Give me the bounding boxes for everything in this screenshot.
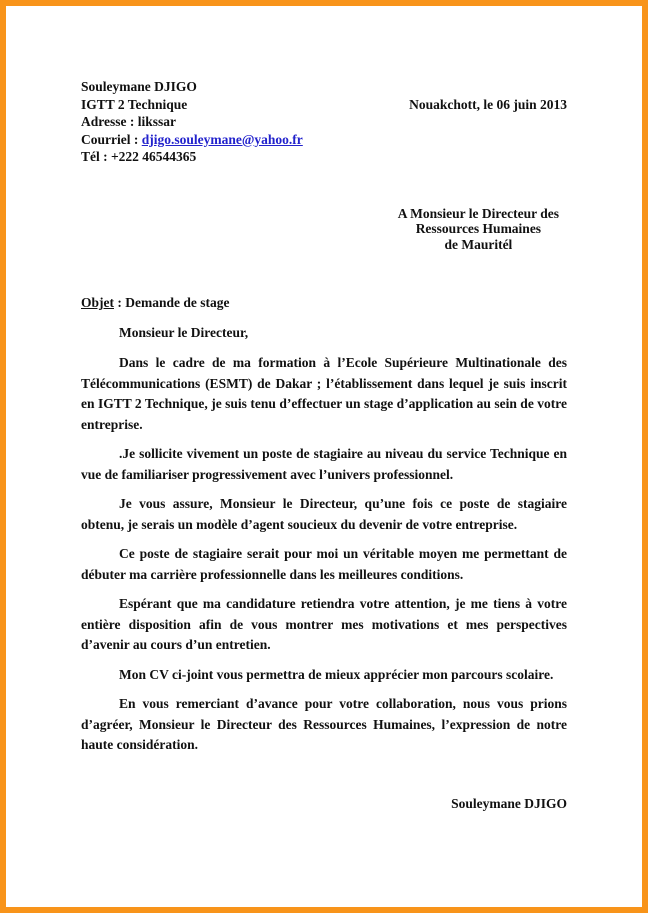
signature: Souleymane DJIGO	[451, 795, 567, 811]
recipient-line-2: Ressources Humaines	[415, 221, 542, 236]
paragraph: Dans le cadre de ma formation à l’Ecole Supérieure Multinationale des Télécommunications (ESMT) de Dakar ; l’établissement dans lequel je suis inscrit en IGTT 2 Technique, je suis tenu d’effectuer un stage d’application au sein de votre entreprise.	[81, 355, 567, 432]
recipient-block	[398, 206, 559, 253]
paragraph: Je vous assure, Monsieur le Directeur, qu’une fois ce poste de stagiaire obtenu, je serais un modèle d’agent soucieux du devenir de votre entreprise.	[81, 496, 567, 532]
sender-phone: Tél : +222 46544365	[81, 149, 197, 164]
email-link[interactable]: djigo.souleymane@yahoo.fr	[141, 131, 303, 147]
sender-block	[81, 78, 567, 166]
subject-label: Objet	[81, 295, 114, 310]
paragraph: Ce poste de stagiaire serait pour moi un véritable moyen me permettant de débuter ma carrière professionnelle dans les meilleures conditions.	[81, 546, 567, 582]
salutation: Monsieur le Directeur,	[119, 325, 249, 340]
subject-separator: :	[114, 295, 126, 310]
letter-body	[81, 353, 567, 756]
paragraph: Espérant que ma candidature retiendra votre attention, je me tiens à votre entière disposition afin de vous montrer mes motivations et mes perspectives d’avenir au cours d’un entretien.	[81, 596, 567, 652]
subject-value: Demande de stage	[125, 295, 230, 310]
paragraph: En vous remerciant d’avance pour votre collaboration, nous vous prions d’agréer, Monsieur le Directeur des Ressources Humaines, l’expression de notre haute considération.	[81, 696, 567, 752]
sender-address: Adresse : likssar	[81, 114, 177, 129]
date-line: Nouakchott, le 06 juin 2013	[409, 96, 567, 112]
paragraph: Mon CV ci-joint vous permettra de mieux apprécier mon parcours scolaire.	[119, 666, 554, 682]
subject-line	[81, 295, 567, 311]
sender-email-line	[81, 131, 567, 149]
recipient-line-3: de Mauritél	[444, 236, 513, 252]
recipient-line-1: A Monsieur le Directeur des	[397, 205, 559, 221]
paragraph: .Je sollicite vivement un poste de stagiaire au niveau du service Technique en vue de familiariser progressivement avec l’univers professionnel.	[81, 446, 567, 482]
email-label: Courriel :	[81, 131, 139, 147]
sender-program: IGTT 2 Technique	[81, 96, 188, 112]
letter-content	[6, 6, 642, 907]
sender-name: Souleymane DJIGO	[81, 79, 197, 94]
